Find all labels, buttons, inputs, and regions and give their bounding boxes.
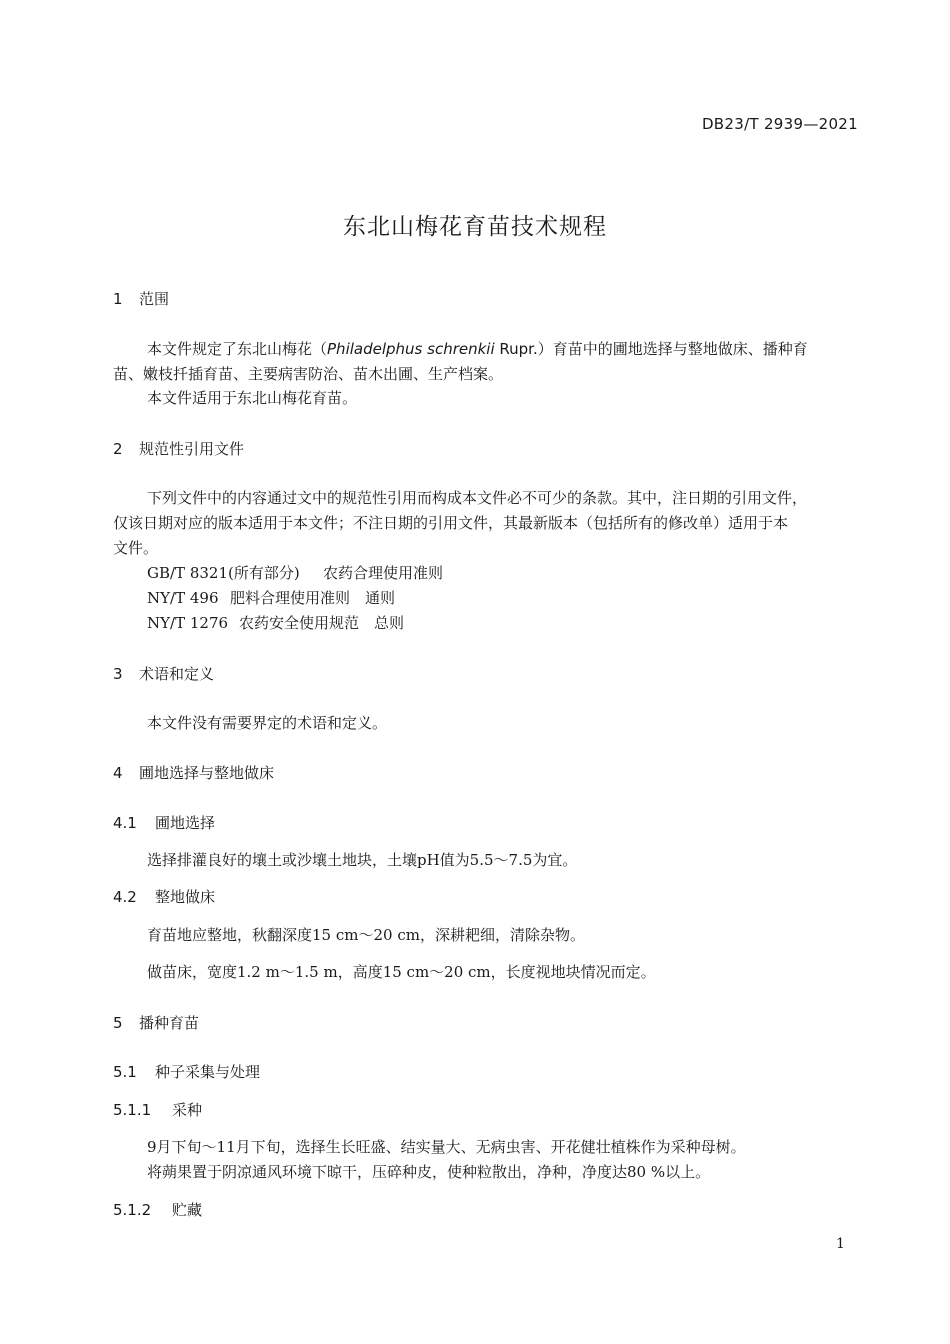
section-3-paragraph: 本文件没有需要界定的术语和定义。 bbox=[147, 714, 388, 732]
reference-title: 肥料合理使用准则 通则 bbox=[230, 589, 396, 607]
section-title: 规范性引用文件 bbox=[139, 440, 245, 458]
section-2-heading bbox=[113, 438, 244, 459]
section-title: 术语和定义 bbox=[139, 665, 215, 683]
section-1-paragraph-1-line-2: 苗、嫩枝扦插育苗、主要病害防治、苗木出圃、生产档案。 bbox=[113, 365, 504, 383]
section-5-1-2-heading bbox=[113, 1199, 202, 1220]
section-4-2-paragraph-1: 育苗地应整地，秋翻深度15 cm～20 cm，深耕耙细，清除杂物。 bbox=[147, 926, 585, 944]
section-title: 范围 bbox=[139, 290, 170, 308]
section-5-1-1-paragraph-1: 9月下旬～11月下旬，选择生长旺盛、结实量大、无病虫害、开花健壮植株作为采种母树。 bbox=[147, 1138, 746, 1156]
section-title: 圃地选择与整地做床 bbox=[139, 764, 275, 782]
section-1-paragraph-2: 本文件适用于东北山梅花育苗。 bbox=[147, 389, 358, 407]
section-title: 种子采集与处理 bbox=[155, 1063, 261, 1081]
section-3-heading bbox=[113, 663, 214, 684]
section-4-2-heading bbox=[113, 886, 215, 907]
reference-item bbox=[147, 562, 443, 583]
section-1-heading bbox=[113, 288, 169, 309]
section-number: 5.1 bbox=[113, 1063, 137, 1081]
reference-code: GB/T 8321(所有部分) bbox=[147, 564, 300, 582]
section-5-1-heading bbox=[113, 1061, 260, 1082]
reference-title: 农药安全使用规范 总则 bbox=[239, 614, 405, 632]
section-4-2-paragraph-2: 做苗床，宽度1.2 m～1.5 m，高度15 cm～20 cm，长度视地块情况而定。 bbox=[147, 963, 656, 981]
section-number: 2 bbox=[113, 440, 123, 458]
latin-name: Philadelphus schrenkii bbox=[327, 340, 495, 358]
reference-item bbox=[147, 612, 404, 633]
section-5-heading bbox=[113, 1012, 199, 1033]
section-title: 贮藏 bbox=[172, 1201, 203, 1219]
section-number: 4.1 bbox=[113, 814, 137, 832]
reference-code: NY/T 1276 bbox=[147, 614, 229, 632]
reference-code: NY/T 496 bbox=[147, 589, 219, 607]
author-abbrev: Rupr. bbox=[494, 340, 538, 358]
section-title: 播种育苗 bbox=[139, 1014, 200, 1032]
section-number: 5 bbox=[113, 1014, 123, 1032]
section-number: 4 bbox=[113, 764, 123, 782]
section-2-paragraph-line-1: 下列文件中的内容通过文中的规范性引用而构成本文件必不可少的条款。其中，注日期的引用文件， bbox=[147, 489, 808, 507]
text: 本文件规定了东北山梅花（ bbox=[147, 340, 328, 358]
section-5-1-1-paragraph-2: 将蒴果置于阴凉通风环境下晾干，压碎种皮，使种粒散出，净种，净度达80 %以上。 bbox=[147, 1163, 711, 1181]
section-number: 3 bbox=[113, 665, 123, 683]
section-number: 5.1.1 bbox=[113, 1101, 152, 1119]
standard-code: DB23/T 2939—2021 bbox=[701, 115, 858, 133]
section-number: 5.1.2 bbox=[113, 1201, 152, 1219]
text: ）育苗中的圃地选择与整地做床、播种育 bbox=[537, 340, 808, 358]
reference-title: 农药合理使用准则 bbox=[323, 564, 444, 582]
section-number: 1 bbox=[113, 290, 123, 308]
section-number: 4.2 bbox=[113, 888, 137, 906]
section-4-1-paragraph: 选择排灌良好的壤土或沙壤土地块，土壤pH值为5.5～7.5为宜。 bbox=[147, 851, 578, 869]
section-2-paragraph-line-3: 文件。 bbox=[113, 539, 159, 557]
section-title: 整地做床 bbox=[155, 888, 216, 906]
section-title: 采种 bbox=[172, 1101, 203, 1119]
page-number: 1 bbox=[836, 1236, 845, 1252]
section-1-paragraph-1-line-1 bbox=[147, 338, 808, 359]
section-4-1-heading bbox=[113, 812, 215, 833]
section-4-heading bbox=[113, 762, 274, 783]
section-5-1-1-heading bbox=[113, 1099, 202, 1120]
reference-item bbox=[147, 587, 395, 608]
section-title: 圃地选择 bbox=[155, 814, 216, 832]
document-title: 东北山梅花育苗技术规程 bbox=[343, 214, 607, 240]
section-2-paragraph-line-2: 仅该日期对应的版本适用于本文件；不注日期的引用文件，其最新版本（包括所有的修改单）适用于本 bbox=[113, 514, 789, 532]
